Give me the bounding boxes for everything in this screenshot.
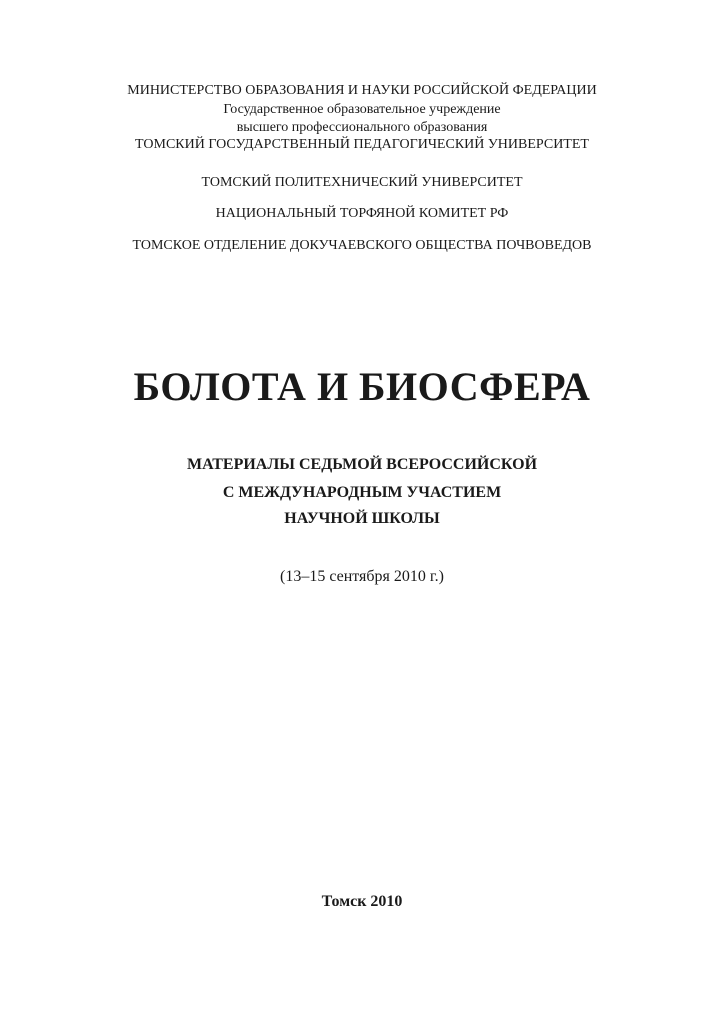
subtitle-line-3: НАУЧНОЙ ШКОЛЫ [284,510,440,527]
co-organizer-soil-society: ТОМСКОЕ ОТДЕЛЕНИЕ ДОКУЧАЕВСКОГО ОБЩЕСТВА ПОЧВОВЕДОВ [132,238,592,253]
conference-dates: (13–15 сентября 2010 г.) [279,568,444,585]
ministry-heading: МИНИСТЕРСТВО ОБРАЗОВАНИЯ И НАУКИ РОССИЙСКОЙ ФЕДЕРАЦИИ [127,83,597,98]
imprint-city-year: Томск 2010 [321,893,403,910]
co-organizer-polytechnic: ТОМСКИЙ ПОЛИТЕХНИЧЕСКИЙ УНИВЕРСИТЕТ [201,175,523,190]
document-title: БОЛОТА И БИОСФЕРА [133,364,591,409]
education-level: высшего профессионального образования [236,120,488,135]
institution-type: Государственное образовательное учреждение [223,102,501,117]
co-organizer-peat-committee: НАЦИОНАЛЬНЫЙ ТОРФЯНОЙ КОМИТЕТ РФ [215,206,509,221]
subtitle-line-1: МАТЕРИАЛЫ СЕДЬМОЙ ВСЕРОССИЙСКОЙ [186,456,538,473]
subtitle-line-2: С МЕЖДУНАРОДНЫМ УЧАСТИЕМ [222,484,502,501]
university-name: ТОМСКИЙ ГОСУДАРСТВЕННЫЙ ПЕДАГОГИЧЕСКИЙ УНИВЕРСИТЕТ [135,137,589,152]
